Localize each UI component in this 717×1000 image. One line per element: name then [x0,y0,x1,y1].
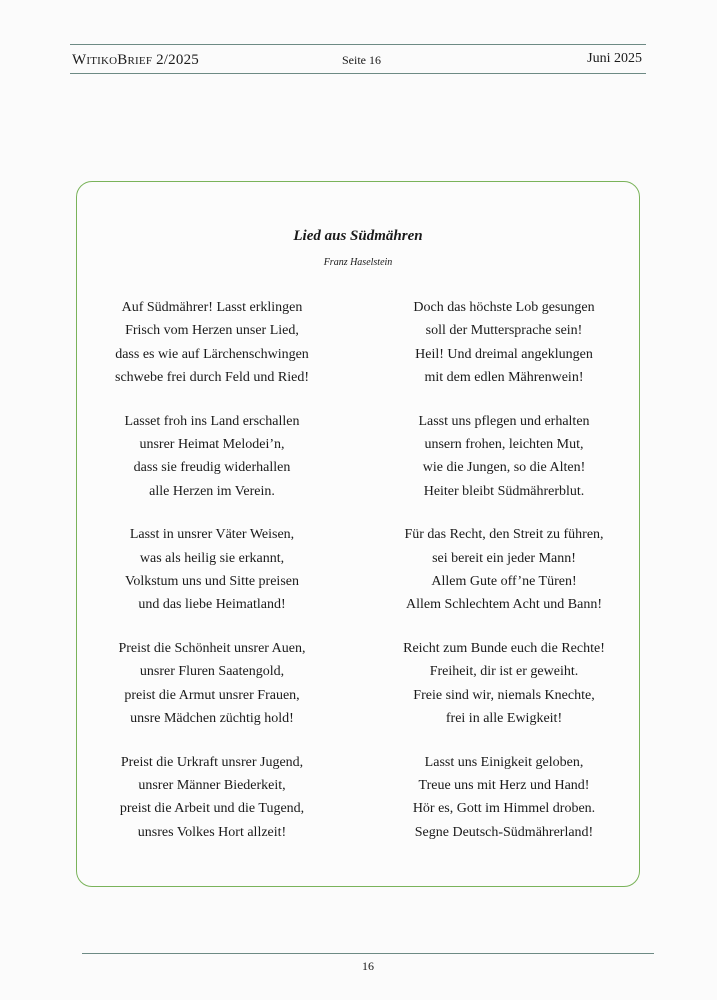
verse-line: Treue uns mit Herz und Hand! [418,777,590,793]
verse-line: Frisch vom Herzen unser Lied, [125,323,299,339]
page-number: 16 [362,959,374,973]
verse-line: Freie sind wir, niemals Knechte, [413,687,595,703]
magazine-title-rest: itiko [86,52,118,68]
poem-author: Franz Haselstein [323,257,393,268]
verse-line: Allem Gute off’ne Türen! [431,574,577,590]
verse-line: schwebe frei durch Feld und Ried! [115,370,309,386]
footer-rule [82,953,654,954]
verse-line: unsre Mädchen züchtig hold! [130,711,294,727]
stanza [369,637,639,731]
header-rule-top [70,44,646,45]
page-label: Seite 16 [342,53,381,67]
stanza [77,637,347,731]
verse-line: unsres Volkes Hort allzeit! [137,824,287,840]
page-header [60,44,646,74]
magazine-title-initial: W [72,52,87,68]
verse-line: sei bereit ein jeder Mann! [432,550,576,566]
stanza [369,751,639,845]
poem-column-left [77,296,347,844]
verse-line: Preist die Schönheit unsrer Auen, [118,640,306,656]
verse-line: Preist die Urkraft unsrer Jugend, [120,754,304,770]
poem-title: Lied aus Südmähren [293,228,423,244]
verse-line: Volkstum uns und Sitte preisen [125,574,299,590]
poem-column-right [369,296,639,844]
magazine-title-second-rest: rief [127,52,153,68]
stanza [77,410,347,504]
poem-frame [76,181,640,887]
magazine-title-second-initial: B [117,52,128,68]
verse-line: Freiheit, dir ist er geweiht. [429,664,579,680]
magazine-title [72,52,199,69]
verse-line: mit dem edlen Mährenwein! [424,370,584,386]
verse-line: dass sie freudig widerhallen [133,460,291,476]
verse-line: Heil! Und dreimal angeklungen [415,346,593,362]
verse-line: unsrer Männer Biederkeit, [138,777,286,793]
verse-line: und das liebe Heimatland! [138,597,286,613]
verse-line: Heiter bleibt Südmährerblut. [423,483,585,499]
stanza [369,410,639,504]
verse-line: wie die Jungen, so die Alten! [422,460,586,476]
stanza [77,751,347,845]
stanza [77,296,347,390]
verse-line: was als heilig sie erkannt, [139,550,285,566]
verse-line: Lasst uns Einigkeit geloben, [424,754,584,770]
verse-line: Lasst uns pflegen und erhalten [418,413,590,429]
verse-line: Allem Schlechtem Acht und Bann! [406,597,602,613]
verse-line: dass es wie auf Lärchenschwingen [115,346,309,362]
verse-line: soll der Muttersprache sein! [425,323,583,339]
header-rule-bottom [70,73,646,74]
verse-line: frei in alle Ewigkeit! [445,711,563,727]
verse-line: unsrer Heimat Melodei’n, [139,437,285,453]
stanza [369,296,639,390]
verse-line: Lasset froh ins Land erschallen [124,413,300,429]
issue-date: Juni 2025 [587,51,642,66]
verse-line: unsrer Fluren Saatengold, [139,664,285,680]
stanza [77,523,347,617]
verse-line: preist die Arbeit und die Tugend, [119,801,305,817]
verse-line: unsern frohen, leichten Mut, [424,437,584,453]
verse-line: alle Herzen im Verein. [149,483,275,499]
verse-line: Hör es, Gott im Himmel droben. [412,801,596,817]
verse-line: Lasst in unsrer Väter Weisen, [129,527,295,543]
verse-line: Auf Südmährer! Lasst erklingen [121,300,303,315]
verse-line: Segne Deutsch-Südmährerland! [414,824,594,840]
verse-line: preist die Armut unsrer Frauen, [124,687,300,703]
verse-line: Für das Recht, den Streit zu führen, [404,527,604,543]
verse-line: Doch das höchste Lob gesungen [413,300,595,315]
stanza [369,523,639,617]
verse-line: Reicht zum Bunde euch die Rechte! [403,640,605,656]
issue-number: 2/2025 [156,52,199,68]
